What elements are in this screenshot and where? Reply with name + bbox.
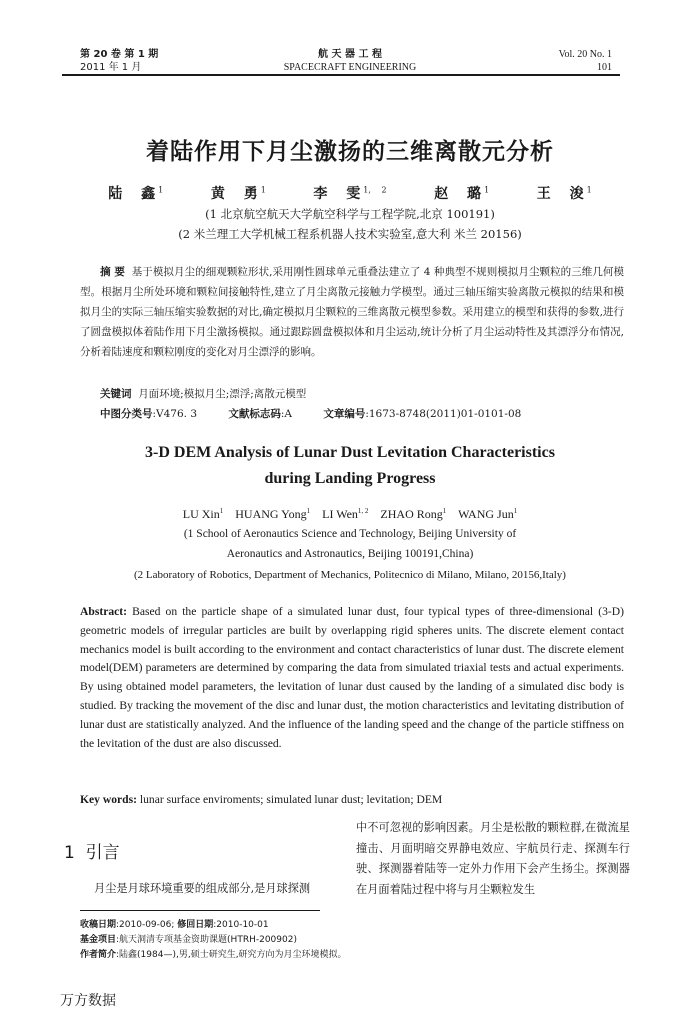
section-number: 1 — [64, 843, 75, 863]
article-no-value: :1673-8748(2011)01-0101-08 — [365, 408, 522, 420]
classification-line — [80, 404, 624, 424]
author-en: ZHAO Rong$^1$ — [380, 507, 447, 521]
body-left-text: 月尘是月球环境重要的组成部分,是月球探测 — [94, 882, 311, 895]
body-left-column — [80, 879, 342, 900]
header-vol-en — [559, 48, 612, 74]
footnote-funding: 基金项目:航天洞清专项基金资助课题(HTRH-200902) — [80, 935, 297, 945]
keywords-cn-text: 月面环境;模拟月尘;漂浮;离散元模型 — [138, 388, 307, 400]
author-cn: 黄 勇$^1$ — [210, 185, 266, 202]
header-date: 2011 年 1 月 — [80, 62, 142, 73]
keywords-en-text: lunar surface enviroments; simulated lunar dust; levitation; DEM — [137, 793, 443, 806]
affiliation-en-1b: Aeronautics and Astronautics, Beijing 100191,China) — [226, 548, 474, 560]
affiliation-cn-1: (1 北京航空航天大学航空科学与工程学院,北京 100191) — [205, 207, 495, 221]
author-cn: 陆 鑫$^1$ — [108, 185, 164, 202]
abstract-cn-text: 基于模拟月尘的细观颗粒形状,采用刚性圆球单元重叠法建立了 4 种典型不规则模拟月尘颗粒的三维几何模型。根据月尘所处环境和颗粒间接触特性,建立了月尘离散元接触力学模型。通过三轴压缩实验离散元模拟的结果和模拟月尘的实际三轴压缩实验数据的对比,确定模拟月尘颗粒的三维离散元模型参数。采用建立的模型和获得的参数,进行了圆盘模拟体着陆作用下月尘激扬模拟。通过跟踪圆盘模拟体和月尘运动,统计分析了月尘运动特性及其漂浮分布情况,分析着陆速度和颗粒刚度的变化对月尘漂浮的影响。 — [80, 266, 624, 358]
clc-label: 中图分类号 — [100, 408, 153, 420]
doc-code-label: 文献标志码 — [228, 408, 281, 420]
header-volume — [80, 48, 158, 74]
body-right-column — [356, 818, 630, 900]
author-en: HUANG Yong$^1$ — [235, 507, 311, 521]
author-en: WANG Jun$^1$ — [458, 507, 518, 521]
header-journal-cn: 航 天 器 工 程 — [318, 49, 382, 60]
keywords-cn-label: 关键词 — [100, 388, 132, 400]
title-en-line2: during Landing Progress — [264, 470, 436, 487]
author-cn: 王 浚$^1$ — [536, 185, 592, 202]
author-cn: 赵 璐$^1$ — [434, 185, 490, 202]
authors-en — [0, 507, 700, 522]
authors-cn — [0, 183, 700, 203]
header-rule — [62, 74, 620, 76]
keywords-en-label: Key words: — [80, 793, 137, 806]
clc-value: :V476. 3 — [152, 408, 198, 420]
abstract-en-label: Abstract: — [80, 605, 128, 618]
header-volume-issue: 第 20 卷 第 1 期 — [80, 49, 159, 60]
footnote-rule — [80, 910, 320, 911]
title-cn: 着陆作用下月尘激扬的三维离散元分析 — [146, 139, 554, 165]
header-journal-en: SPACECRAFT ENGINEERING — [283, 62, 417, 73]
page-number: 101 — [597, 62, 612, 73]
affiliation-cn-2: (2 米兰理工大学机械工程系机器人技术实验室,意大利 米兰 20156) — [178, 227, 522, 241]
doc-code-value: :A — [280, 408, 292, 420]
section-heading — [64, 838, 120, 863]
footnote-dates: 收稿日期:2010-09-06; 修回日期:2010-10-01 — [80, 920, 269, 930]
abstract-cn — [80, 262, 624, 362]
abstract-en — [80, 603, 624, 753]
footnote-author-bio: 作者简介:陆鑫(1984—),男,硕士研究生,研究方向为月尘环境模拟。 — [80, 950, 347, 960]
author-cn: 李 雯$^{1, 2}$ — [313, 185, 387, 202]
header-vol-no: Vol. 20 No. 1 — [558, 49, 612, 60]
affiliation-en-1a: (1 School of Aeronautics Science and Technology, Beijing University of — [183, 528, 517, 540]
body-right-text: 中不可忽视的影响因素。月尘是松散的颗粒群,在微流星撞击、月面明暗交界静电效应、宇航员行走、探测车行驶、探测器着陆等一定外力作用下会产生扬尘。探测器在月面着陆过程中将与月尘颗粒发生 — [356, 821, 630, 896]
keywords-en — [80, 791, 624, 810]
header-journal — [210, 48, 490, 74]
affiliation-en-2: (2 Laboratory of Robotics, Department of Mechanics, Politecnico di Milano, Milano, 20156,Italy) — [134, 569, 566, 581]
section-title: 引言 — [85, 843, 120, 863]
abstract-en-text: Based on the particle shape of a simulated lunar dust, four typical types of three-dimensional (3-D) geometric models of irregular particles are built by overlapping rigid spheres units. The discrete element contact mechanics model is built according to the environment and contact characteristics of lunar dust. The discrete element model(DEM) parameters are determined by comparing the data from simulated triaxial tests and actual experiments. By using obtained model parameters, the levitation of lunar dust caused by the landing of a simulated disc body is studied. By tracking the movement of the disc and lunar dust, the motion characteristics and levitating distribution of lunar dust are statistically analyzed. And the influence of the landing speed and the change of the particle stiffness on the levitation of the dust are also discussed. — [80, 605, 624, 750]
keywords-cn — [80, 384, 624, 404]
title-en-line1: 3-D DEM Analysis of Lunar Dust Levitation Characteristics — [145, 444, 555, 461]
author-en: LU Xin$^1$ — [182, 507, 224, 521]
watermark: 万方数据 — [60, 993, 116, 1009]
abstract-cn-label: 摘 要 — [100, 266, 125, 278]
author-en: LI Wen$^{1, 2}$ — [322, 507, 369, 521]
article-no-label: 文章编号 — [323, 408, 366, 420]
